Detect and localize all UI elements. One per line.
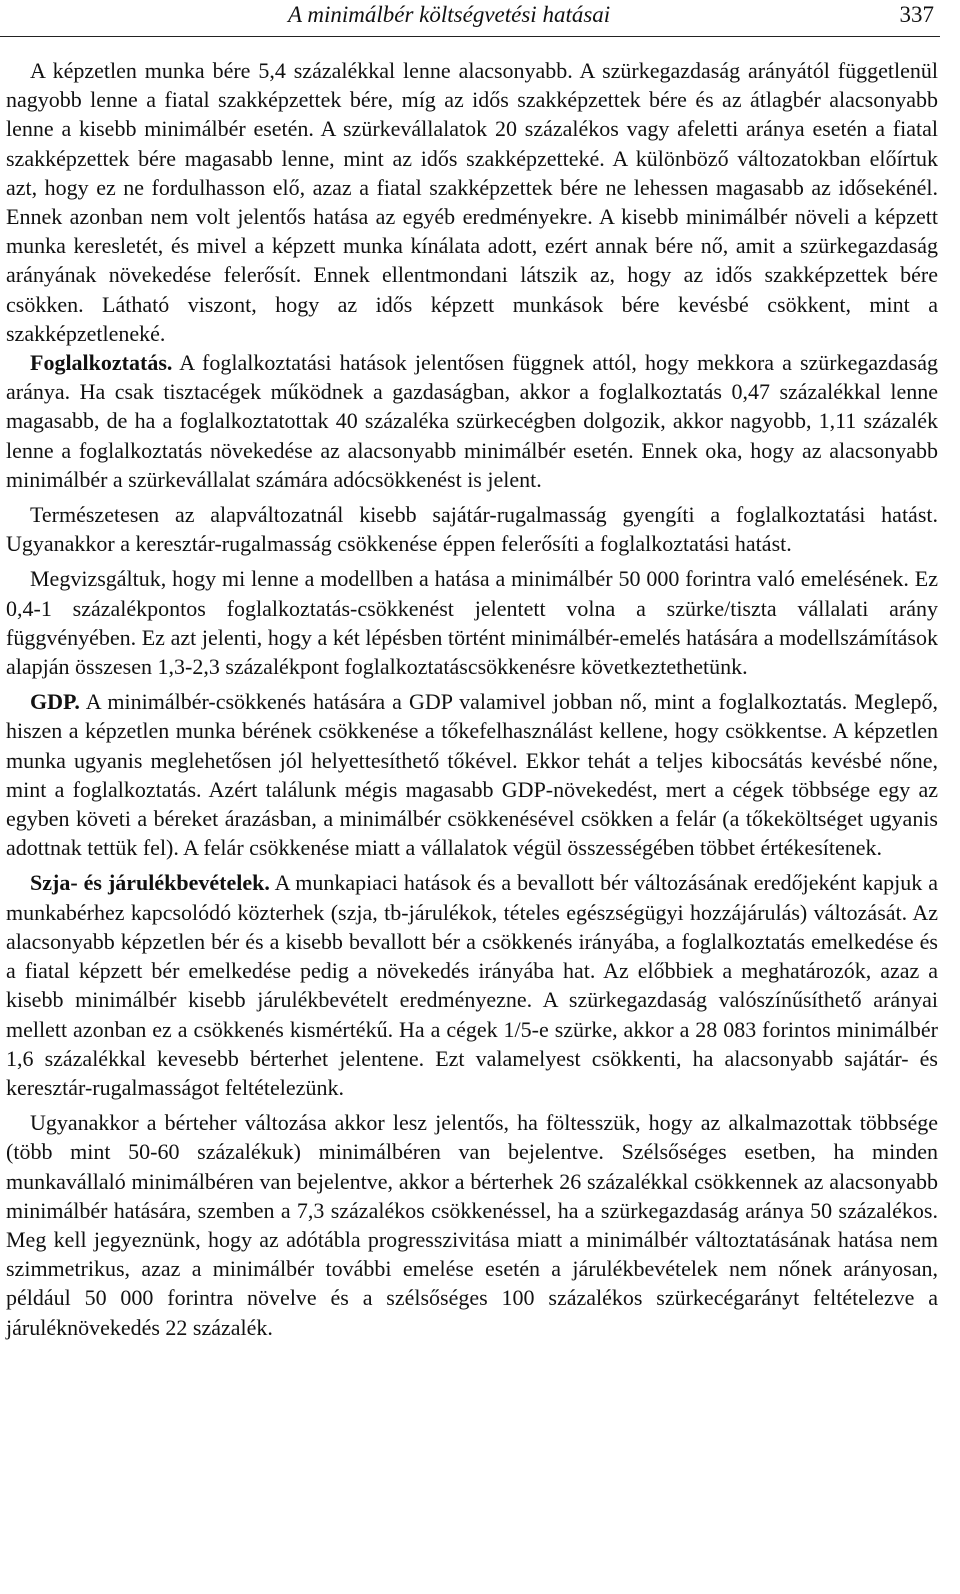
paragraph-gdp xyxy=(6,687,938,862)
body-text xyxy=(6,56,938,1342)
paragraph-text: Ugyanakkor a bérteher változása akkor lesz jelentős, ha föltesszük, hogy az alkalmazottak többsége (több mint 50-60 százalékuk) minimálbéren van bejelentve. Szélsőséges esetben, ha minden munkavállaló minimálbéren van bejelentve, akkor a bérterhek 26 százalékkal csökkennek az alacsonyabb minimálbér hatására, szemben a 7,3 százalékos csökkenéssel, ha a szürkegazdaság aránya 50 százalékos. Meg kell jegyeznünk, hogy az adótábla progresszivitása miatt a minimálbér változtatásának hatása nem szimmetrikus, azaz a minimálbér további emelése esetén a járulékbevételek nem nőnek arányosan, például 50 000 forintra növelve és a szélsőséges 100 százalékos szürkecégarányt feltételezve a járuléknövekedés 22 százalék. xyxy=(6,1110,938,1340)
paragraph-text: Természetesen az alapváltozatnál kisebb sajátár-rugalmasság gyengíti a foglalkoztatási hatást. Ugyanakkor a keresztár-rugalmasság csökkenése éppen felerősíti a foglalkoztatási hatást. xyxy=(6,502,938,557)
section-lead-employment: Foglalkoztatás. xyxy=(30,350,173,376)
paragraph-wage-burden xyxy=(6,1108,938,1342)
paragraph-skilled-wages xyxy=(6,56,938,348)
paragraph-text: A munkapiaci hatások és a bevallott bér változásának eredőjeként kapjuk a munkabérhez kapcsolódó közterhek (szja, tb-járulékok, tételes egészségügyi hozzájárulás) változását. Az alacsonyabb képzetlen bér és a kisebb bevallott bér a csökkenés irányába, a foglalkoztatás emelkedése és a fiatal képzett bér emelkedése pedig a növekedés irányába hat. Az előbbiek a meghatározók, azaz a kisebb minimálbér kisebb járulékbevételt eredményezne. A szürkegazdaság valószínűsíthető arányai mellett azonban ez a csökkenés kismértékű. Ha a cégek 1/5-e szürke, akkor a 28 083 forintos minimálbér 1,6 százalékkal kevesebb bérterhet jelentene. Ezt valamelyest csökkenti, ha alacsonyabb sajátár- és keresztár-rugalmasságot feltételezünk. xyxy=(6,870,938,1100)
paragraph-elasticity xyxy=(6,500,938,558)
paragraph-min-wage-increase xyxy=(6,564,938,681)
page-number: 337 xyxy=(899,2,934,27)
paragraph-text: A foglalkoztatási hatások jelentősen függnek attól, hogy mekkora a szürkegazdaság aránya. Ha csak tisztacégek működnek a gazdaságban, akkor a foglalkoztatás 0,47 százalékkal lenne magasabb, de ha a foglalkoztatottak 40 százaléka szürkecégben dolgozik, akkor nagyobb, 1,11 százalék lenne a foglalkoztatás növekedése az alacsonyabb minimálbér esetén. Ennek oka, hogy az alacsonyabb minimálbér a szürkevállalat számára adócsökkenést is jelent. xyxy=(6,350,938,492)
paragraph-text: A minimálbér-csökkenés hatására a GDP valamivel jobban nő, mint a foglalkoztatás. Meglepő, hiszen a képzetlen munka bérének csökkenése a tőkefelhasználást kellene, hogy csökkentse. A képzetlen munka ugyanis meglehetősen jól helyettesíthető tőkével. Ekkor tehát a teljes kibocsátás kevésbé nőne, mint a foglalkoztatás. Azért találunk mégis magasabb GDP-növekedést, mert a cégek többsége egy az egyben követi a béreket árazásban, a minimálbér csökkenésével csökken a felár (a tőkeköltséget ugyanis adottnak tettük fel). A felár csökkenése miatt a vállalatok végül összességében többet értékesítenek. xyxy=(6,689,938,861)
running-title: A minimálbér költségvetési hatásai xyxy=(288,2,611,27)
paragraph-tax-revenue xyxy=(6,868,938,1102)
section-lead-gdp: GDP. xyxy=(30,689,80,715)
section-lead-tax-revenue: Szja- és járulékbevételek. xyxy=(30,870,270,896)
paragraph-text: A képzetlen munka bére 5,4 százalékkal lenne alacsonyabb. A szürkegazdaság arányától függetlenül nagyobb lenne a fiatal szakképzettek bére, míg az idős szakképzettek bére és az átlagbér alacsonyabb lenne a kisebb minimálbér esetén. A szürkevállalatok 20 százalékos vagy afeletti aránya esetén a fiatal szakképzettek bére magasabb lenne, mint az idős szakképzetteké. A különböző változatokban előírtuk azt, hogy ez ne fordulhasson elő, azaz a fiatal szakképzettek bére ne lehessen magasabb az idősekénél. Ennek azonban nem volt jelentős hatása az egyéb eredményekre. A kisebb minimálbér növeli a képzett munka keresletét, és mivel a képzett munka kínálata adott, ezért annak bére nő, amit a szürkegazdaság arányának növekedése felerősít. Ennek ellentmondani látszik az, hogy az idős szakképzettek bére csökken. Látható viszont, hogy az idős képzett munkások bére kevésbé csökkent, mint a szakképzetleneké. xyxy=(6,58,938,346)
paragraph-employment xyxy=(6,348,938,494)
paragraph-text: Megvizsgáltuk, hogy mi lenne a modellben a hatása a minimálbér 50 000 forintra való emelésének. Ez 0,4-1 százalékpontos foglalkoztatás-csökkenést jelentett volna a szürke/tiszta vállalati arány függvényében. Ez azt jelenti, hogy a két lépésben történt minimálbér-emelés hatására a modellszámítások alapján összesen 1,3-2,3 százalékpont foglalkoztatáscsökkenésre következtethetünk. xyxy=(6,566,938,680)
running-header xyxy=(0,0,940,37)
